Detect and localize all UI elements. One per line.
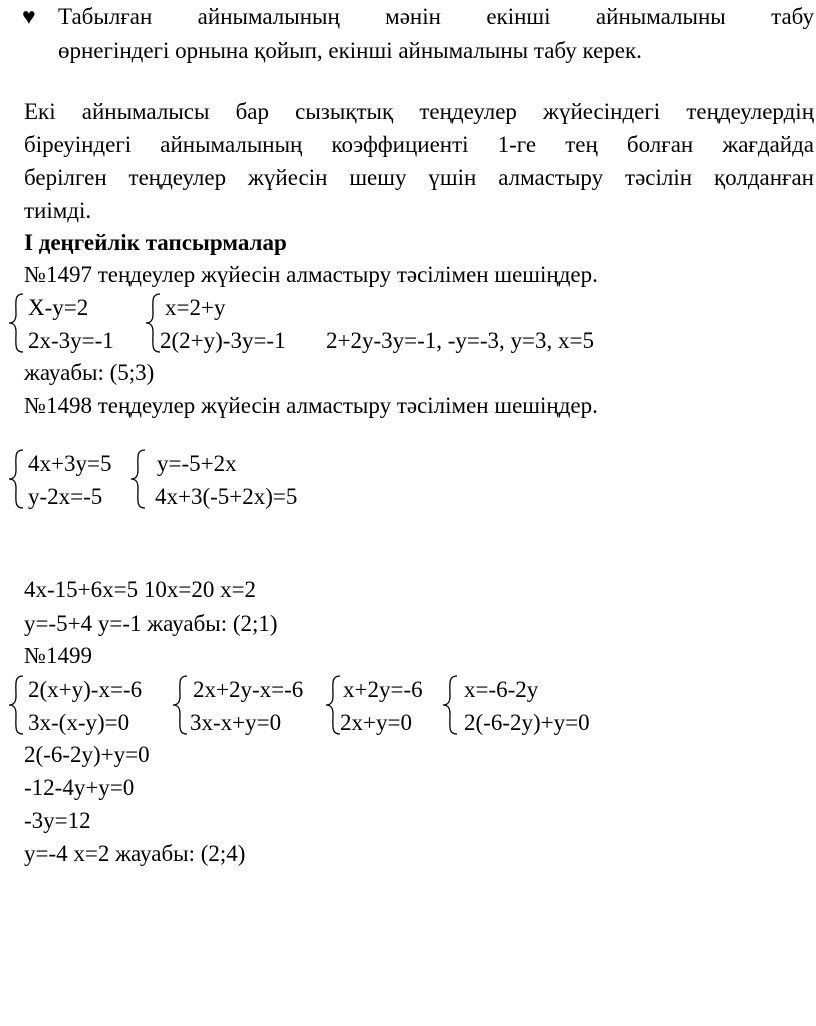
task-1499-sys3-eq2: 2х+у=0 (340, 710, 412, 735)
system-brace-icon (6, 292, 26, 354)
system-brace-icon (128, 448, 148, 510)
intro-line-2: өрнегіндегі орнына қойып, екінші айнымалыны табу керек. (58, 38, 642, 63)
task-1498-sys1-eq1: 4х+3у=5 (28, 451, 112, 476)
system-brace-icon (440, 674, 460, 736)
task-1499-sys1-eq2: 3х-(х-у)=0 (28, 710, 130, 735)
paragraph-line-1: Екі айнымалысы бар сызықтық теңдеулер жүйесіндегі теңдеулердің (24, 99, 814, 124)
task-1497-title: №1497 теңдеулер жүйесін алмастыру тәсілімен шешіңдер. (24, 262, 598, 287)
section-heading: І деңгейлік тапсырмалар (24, 230, 287, 255)
task-1498-sys1-eq2: у-2х=-5 (28, 484, 103, 509)
task-1497-sys1-eq1: Х-у=2 (28, 295, 89, 320)
task-1499-step-1: 2(-6-2у)+у=0 (24, 742, 150, 767)
task-1497-answer: жауабы: (5;3) (24, 360, 155, 385)
task-1499-sys2-eq1: 2х+2у-х=-6 (193, 677, 304, 702)
task-1497-sys1-eq2: 2х-3у=-1 (28, 328, 114, 353)
task-1498-sys2-eq2: 4х+3(-5+2х)=5 (155, 484, 298, 509)
heart-bullet-icon: ♥ (22, 4, 36, 29)
task-1499-sys1-eq1: 2(х+у)-х=-6 (28, 677, 143, 702)
paragraph-line-3: берілген теңдеулер жүйесін шешу үшін алмастыру тәсілін қолданған (24, 165, 814, 190)
task-1498-sys2-eq1: у=-5+2х (157, 451, 237, 476)
task-1498-title: №1498 теңдеулер жүйесін алмастыру тәсілімен шешіңдер. (24, 393, 598, 418)
system-brace-icon (6, 448, 26, 510)
system-brace-icon (6, 674, 26, 736)
task-1499-sys4-eq2: 2(-6-2у)+у=0 (464, 710, 590, 735)
task-1499-step-2: -12-4у+у=0 (24, 775, 135, 800)
paragraph-line-2: біреуіндегі айнымалының коэффициенті 1-ге тең болған жағдайда (24, 132, 814, 157)
task-1498-step-1: 4х-15+6х=5 10х=20 х=2 (24, 577, 257, 602)
task-1499-title: №1499 (24, 643, 92, 668)
task-1497-sys2-eq1: х=2+у (165, 295, 226, 320)
task-1499-sys3-eq1: х+2у=-6 (343, 677, 423, 702)
task-1497-continuation: 2+2у-3у=-1, -у=-3, у=3, х=5 (326, 328, 594, 353)
task-1499-sys4-eq1: х=-6-2у (464, 677, 539, 702)
task-1499-step-3: -3у=12 (24, 808, 91, 833)
task-1498-step-2: у=-5+4 у=-1 жауабы: (2;1) (24, 611, 278, 636)
intro-line-1: Табылған айнымалының мәнін екінші айнымалыны табу (58, 4, 814, 29)
task-1497-sys2-eq2: 2(2+у)-3у=-1 (160, 328, 286, 353)
paragraph-line-4: тиімді. (24, 198, 92, 223)
task-1499-sys2-eq2: 3х-х+у=0 (190, 710, 282, 735)
task-1499-step-4: у=-4 х=2 жауабы: (2;4) (24, 841, 246, 866)
system-brace-icon (170, 674, 190, 736)
